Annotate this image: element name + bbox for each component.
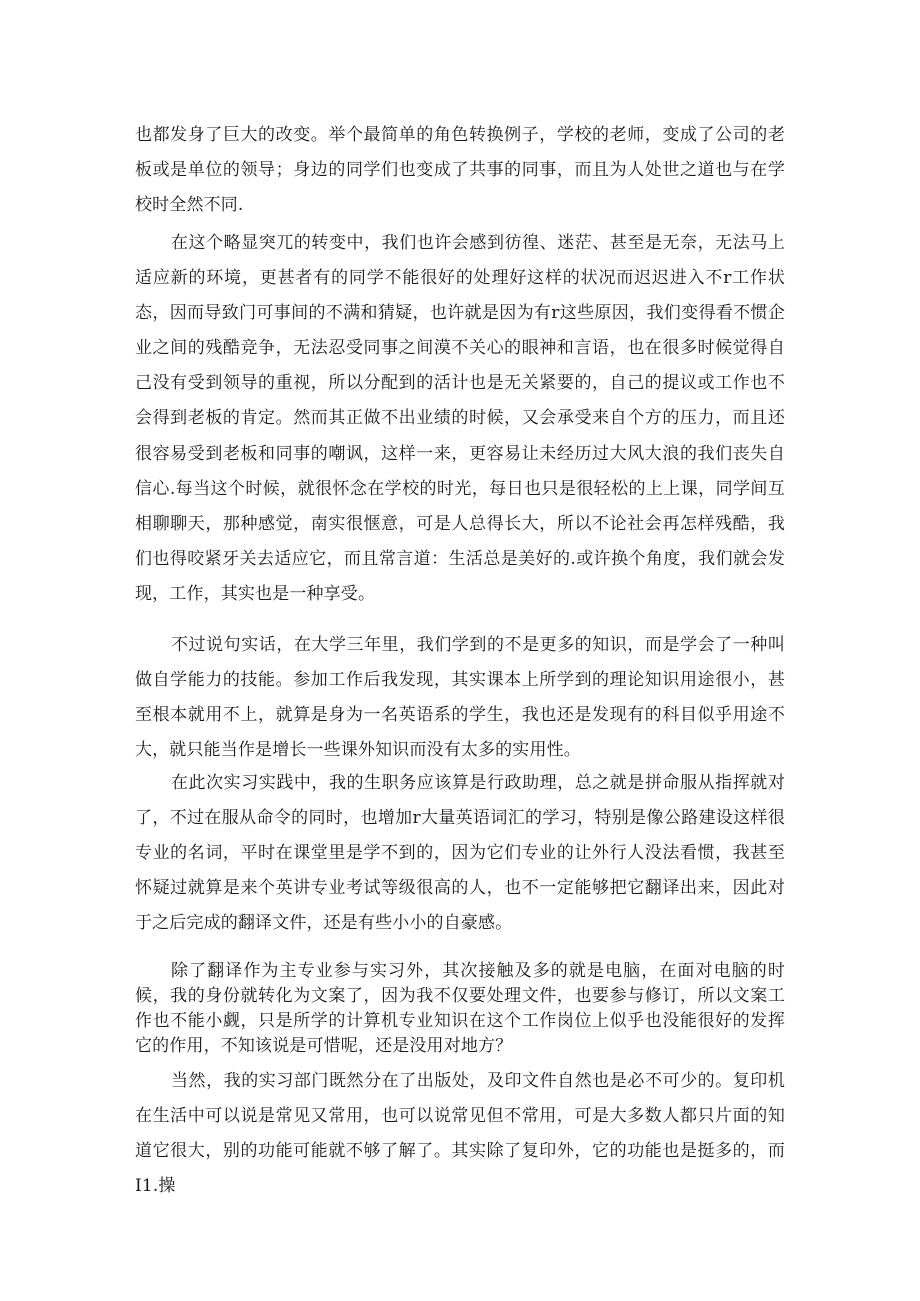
paragraph: 在此次实习实践中，我的生职务应该算是行政助理，总之就是拼命服从指挥就对了，不过在服从命令的同时，也增加r大量英语词汇的学习，特别是像公路建设这样很专业的名词，平时在课堂里是学不到的，因为它们专业的让外行人没法看惯，我甚至怀疑过就算是来个英讲专业考试等级很高的人，也不一定能够把它翻译出来，因此对于之后完成的翻译文件，还是有些小小的自豪感。 — [135, 773, 785, 934]
paragraph: 在这个略显突兀的转变中，我们也许会感到彷徨、迷茫、甚至是无奈，无法马上适应新的环境，更甚者有的同学不能很好的处理好这样的状况而迟迟进入不r工作状态，因而导致门可事间的不满和猜疑，也许就是因为有r这些原因，我们变得看不惯企业之间的残酷竞争，无法忍受同事之间漠不关心的眼神和言语，也在很多时候觉得自己没有受到领导的重视，所以分配到的活计也是无关紧要的，自己的提议或工作也不会得到老板的肯定。然而其正做不出业绩的时候，又会承受来自个方的压力，而且还很容易受到老板和同事的嘲讽，这样一来，更容易让未经历过大风大浪的我们丧失自信心.每当这个时候，就很怀念在学校的时光，每日也只是很轻松的上上课，同学间互相聊聊天，那种感觉，南实很惬意，可是人总得长大，所以不论社会再怎样残酷，我们也得咬紧牙关去适应它，而且常言道：生活总是美好的.或许换个角度，我们就会发现，工作，其实也是一种享受。 — [135, 233, 785, 604]
paragraph: 不过说句实话，在大学三年里，我们学到的不是更多的知识，而是学会了一种叫做自学能力的技能。参加工作后我发现，其实课本上所学到的理论知识用途很小，甚至根本就用不上，就算是身为一名英语系的学生，我也还是发现有的科目似乎用途不大，就只能当作是增长一些课外知识而没有太多的实用性。 — [135, 635, 785, 761]
paragraph: 除了翻译作为主专业参与实习外，其次接触及多的就是电脑，在面对电脑的时候，我的身份就转化为文案了，因为我不仅要处理文件，也要参与修订，所以文案工作也不能小觑，只是所学的计算机专业知识在这个工作岗位上似乎也没能很好的发挥它的作用，不知该说是可惜呢，还是没用对地方？ — [135, 961, 785, 1056]
paragraph: 当然，我的实习部门既然分在了出版处，及印文件自然也是必不可少的。复印机在生活中可以说是常见又常用，也可以说常见但不常用，可是大多数人都只片面的知道它很大，别的功能可能就不够了解了。其实除了复印外，它的功能也是挺多的，而I1.操 — [135, 1071, 785, 1197]
paragraph: 也都发身了巨大的改变。举个最简单的角色转换例子，学校的老师，变成了公司的老板或是单位的领导；身边的同学们也变成了共事的同事，而且为人处世之道也与在学校时全然不同. — [135, 125, 785, 216]
